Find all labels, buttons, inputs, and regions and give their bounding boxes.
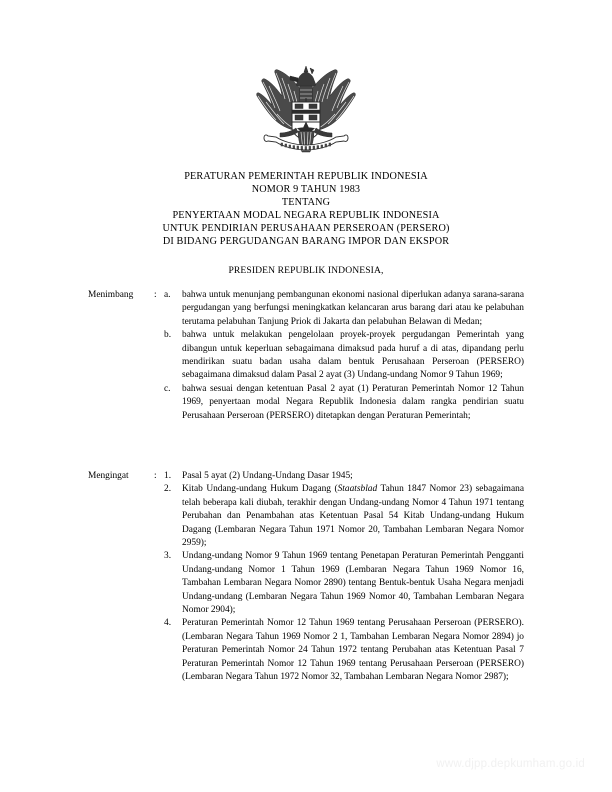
menimbang-items	[164, 289, 524, 423]
item-text-with-italic	[182, 483, 524, 550]
item-marker: 1.	[164, 471, 172, 481]
list-item	[164, 383, 524, 423]
presiden-heading: PRESIDEN REPUBLIK INDONESIA,	[228, 265, 384, 276]
mengingat-label: Mengingat	[88, 471, 129, 481]
document-title-block	[60, 170, 552, 249]
mengingat-row	[88, 470, 524, 685]
title-line-2: NOMOR 9 TAHUN 1983	[251, 184, 361, 196]
item-marker: c.	[164, 383, 171, 394]
site-watermark: www.djpp.depkumham.go.id	[436, 758, 585, 770]
list-item	[164, 617, 524, 684]
title-line-6: DI BIDANG PERGUDANGAN BARANG IMPOR DAN EKSPOR	[162, 236, 450, 248]
text-after-italic: Tahun 1847 Nomor 23) sebagaimana telah beberapa kali diubah, terakhir dengan Undang-undang Nomor 4 Tahun 1971 tentang Perubahan dan Penambahan atas Ketentuan Pasal 54 Kitab Undang-undang Hukum Dagang (Lembaran Negara Tahun 1971 Nomor 20, Tambahan Lembaran Negara Nomor 2959);	[182, 484, 524, 549]
text-before-italic: Kitab Undang-undang Hukum Dagang (	[182, 484, 338, 495]
garuda-pancasila-emblem	[252, 58, 360, 162]
menimbang-colon: :	[154, 290, 157, 300]
list-item	[164, 470, 524, 483]
italic-citation-staatsblad: Staatsblad	[337, 484, 378, 495]
emblem-container	[0, 58, 612, 162]
mengingat-items	[164, 470, 524, 685]
title-line-5: UNTUK PENDIRIAN PERUSAHAAN PERSEROAN (PERSERO)	[162, 223, 450, 235]
menimbang-section	[88, 289, 524, 423]
title-line-4: PENYERTAAN MODAL NEGARA REPUBLIK INDONESIA	[172, 210, 440, 222]
mengingat-colon: :	[154, 471, 157, 481]
mengingat-section	[88, 470, 524, 685]
item-text: Peraturan Pemerintah Nomor 12 Tahun 1969 tentang Perusahaan Perseroan (PERSERO). (Lembaran Negara Tahun 1969 Nomor 2 1, Tambahan Lembaran Negara Nomor 2894) jo Peraturan Pemerintah Nomor 24 Tahun 1972 tentang Perubahan atas Ketentuan Pasal 7 Peraturan Pemerintah Nomor 12 Tahun 1969 tentang Perusahaan Perseroan (PERSERO) (Lembaran Negara Tahun 1972 Nomor 32, Tambahan Lembaran Negara Nomor 2987);	[182, 618, 524, 683]
list-item	[164, 483, 524, 550]
item-marker: 3.	[164, 551, 172, 562]
title-line-3: TENTANG	[281, 197, 331, 209]
menimbang-label: Menimbang	[88, 290, 134, 300]
item-text: bahwa untuk melakukan pengelolaan proyek-proyek pergudangan Pemerintah yang dibangun untuk keperluan sebagaimana dimaksud pada huruf a di atas, dipandang perlu mendirikan suatu badan usaha dalam bentuk Perusahaan Perseroan (PERSERO) sebagaimana dimaksud dalam Pasal 2 ayat (3) Undang-undang Nomor 9 Tahun 1969;	[182, 330, 524, 381]
menimbang-row	[88, 289, 524, 423]
item-text: bahwa sesuai dengan ketentuan Pasal 2 ayat (1) Peraturan Pemerintah Nomor 12 Tahun 1969, penyertaan modal Negara Republik Indonesia dalam rangka pendirian suatu Perusahaan Perseroan (PERSERO) ditetapkan dengan Peraturan Pemerintah;	[182, 383, 524, 421]
item-marker: b.	[164, 330, 172, 341]
item-text: Undang-undang Nomor 9 Tahun 1969 tentang Penetapan Peraturan Pemerintah Pengganti Undang-undang Nomor 1 Tahun 1969 (Lembaran Negara Tahun 1969 Nomor 16, Tambahan Lembaran Negara Nomor 2890) tentang Bentuk-bentuk Usaha Negara menjadi Undang-undang (Lembaran Negara Tahun 1969 Nomor 40, Tambahan Lembaran Negara Nomor 2904);	[182, 551, 524, 616]
item-marker: 4.	[164, 618, 172, 629]
list-item	[164, 289, 524, 329]
list-item	[164, 329, 524, 383]
item-text: bahwa untuk menunjang pembangunan ekonomi nasional diperlukan adanya sarana-sarana pergudangan yang berfungsi meningkatkan kelancaran arus barang dari atau ke pelabuhan terutama pelabuhan Tanjung Priok di Jakarta dan pelabuhan Belawan di Medan;	[182, 290, 524, 327]
title-line-1: PERATURAN PEMERINTAH REPUBLIK INDONESIA	[184, 171, 428, 182]
list-item	[164, 550, 524, 617]
item-marker: a.	[164, 290, 171, 300]
item-text: Pasal 5 ayat (2) Undang-Undang Dasar 1945;	[182, 471, 353, 481]
item-marker: 2.	[164, 484, 172, 495]
